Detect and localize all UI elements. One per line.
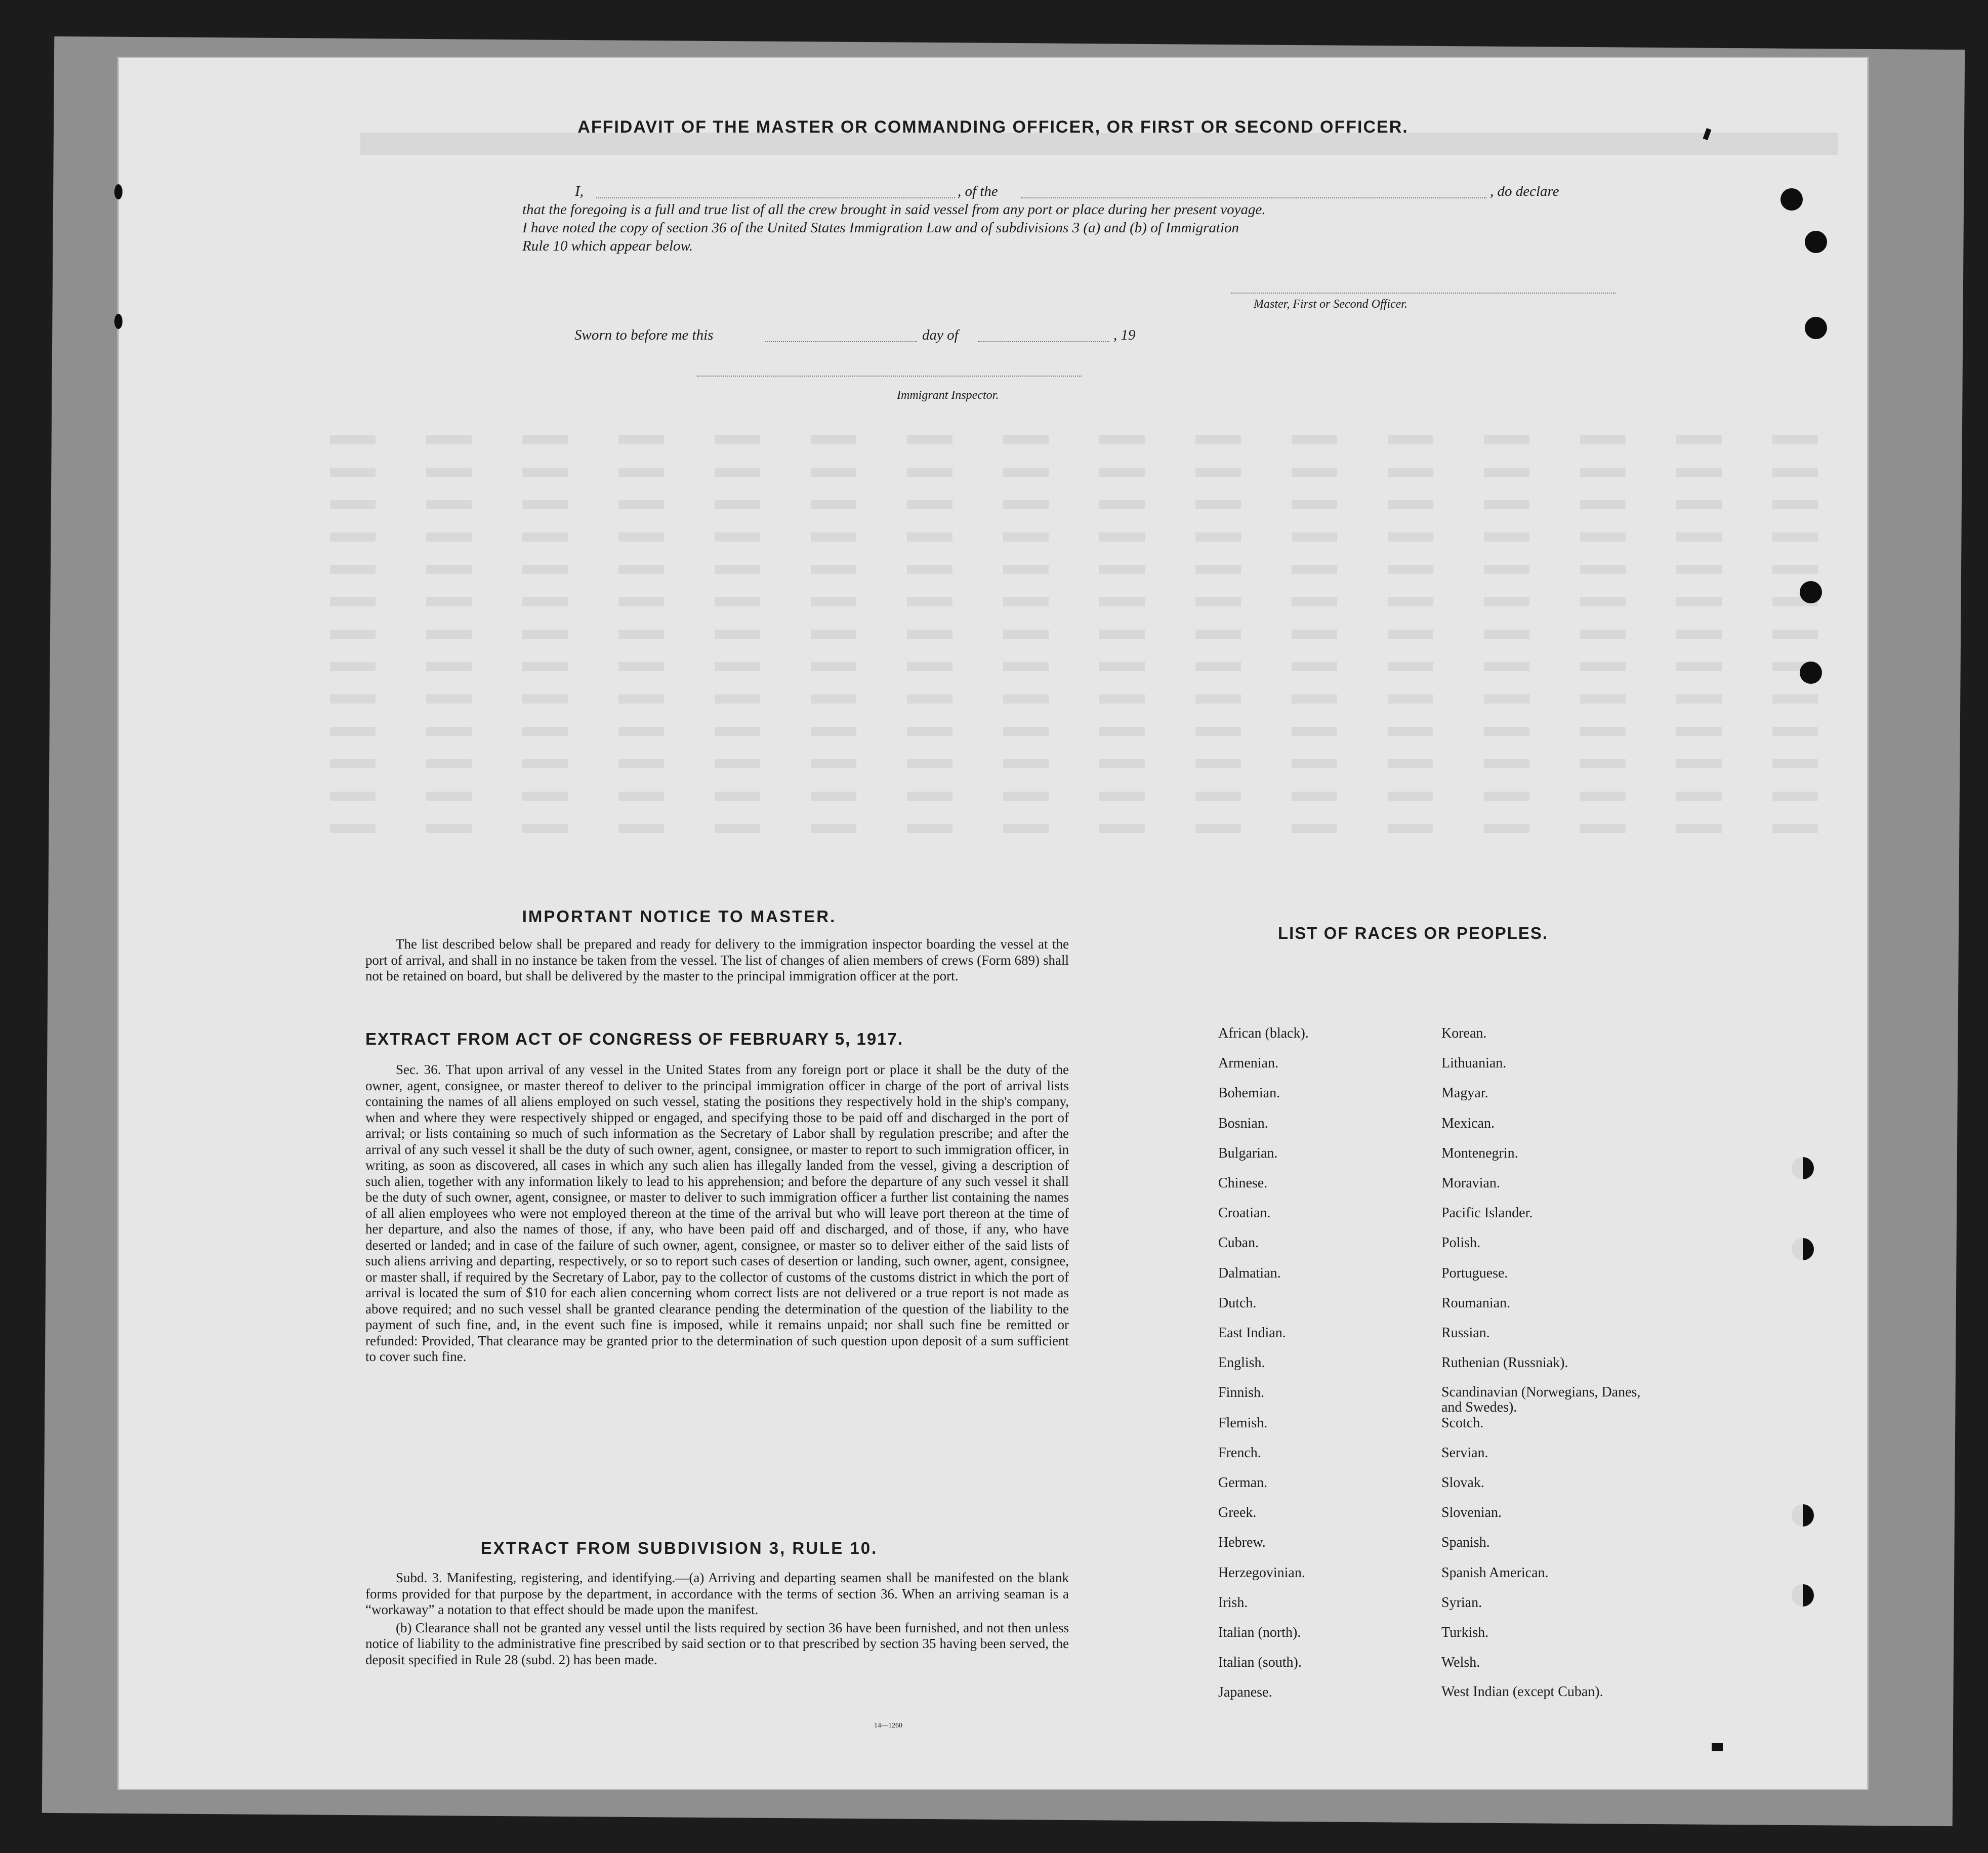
notice-paragraph: The list described below shall be prepared and ready for delivery to the immigration inspector boarding the vessel at the port of arrival, and shall in no instance be taken from the vessel. The list of changes of alien members of crews (Form 689) shall not be retained on board, but shall be delivered by the master to the principal immigration officer at the port. (365, 936, 1069, 983)
race-item: Polish. (1441, 1235, 1481, 1251)
affidavit-vessel-label: , of the (958, 183, 998, 199)
punch-hole (1792, 1584, 1814, 1607)
rule-extract-title: EXTRACT FROM SUBDIVISION 3, RULE 10. (480, 1539, 878, 1557)
race-item: Italian (north). (1218, 1625, 1301, 1640)
section-36-paragraph: Sec. 36. That upon arrival of any vessel in the United States from any foreign port or place it shall be the duty of the owner, agent, consignee, or master thereof to deliver to the principal immigration officer in charge of the port of arrival lists containing the names of all aliens employed on such vessel, stating the positions they respectively hold in the ship's company, when and where they were respectively shipped or engaged, and specifying those to be paid off and discharged in the port of arrival; or lists containing so much of such information as the Secretary of Labor shall by regulation prescribe; and after the arrival of any such vessel it shall be the duty of such owner, agent, consignee, or master to report to such immigration officer, in writing, as soon as discovered, all cases in which any such alien has illegally landed from the vessel, giving a description of such alien, together with any information likely to lead to his apprehension; and before the departure of any such vessel it shall be the duty of such owner, agent, consignee, or master to deliver to such immigration officer a further list containing the names of all alien employees who were not employed thereon at the time of the arrival but who will leave port thereon at the time of her departure, and also the names of those, if any, who have been paid off and discharged, and of those, if any, who have deserted or landed; and in case of the failure of such owner, agent, consignee, or master so to deliver either of the said lists of such aliens arriving and departing, respectively, or so to report such cases of desertion or landing, such owner, agent, consignee, or master shall, if required by the Secretary of Labor, pay to the collector of customs of the customs district in which the port of arrival is located the sum of $10 for each alien concerning whom correct lists are not delivered or a true report is not made as above required; and no such vessel shall be granted clearance pending the determination of the question of the liability to the payment of such fine, and, in the event such fine is imposed, while it remains unpaid; nor shall such fine be remitted or refunded: Provided, That clearance may be granted prior to the determination of such question upon deposit of a sum sufficient to cover such fine. (365, 1062, 1069, 1364)
race-item: Montenegrin. (1441, 1145, 1518, 1161)
race-item: Herzegovinian. (1218, 1564, 1305, 1581)
rule-paragraph-b: (b) Clearance shall not be granted any vessel until the lists required by section 36 have been furnished, and not then unless notice of liability to the administrative fine prescribed by said section or to that prescribed by section 35 having been served, the deposit specified in Rule 28 (subd. 2) has been made. (365, 1620, 1069, 1667)
race-item: French. (1218, 1445, 1261, 1461)
race-item: Spanish American. (1441, 1564, 1549, 1581)
race-item: Greek. (1218, 1505, 1257, 1521)
inspector-signature-line (697, 376, 1082, 377)
race-item: Croatian. (1218, 1205, 1271, 1221)
punch-hole (1800, 662, 1822, 684)
race-item: Slovenian. (1441, 1505, 1502, 1521)
affidavit-line-3: I have noted the copy of section 36 of the United States Immigration Law and of subdivisions 3 (a) and (b) of Immigration (522, 220, 1239, 236)
race-item: Russian. (1441, 1325, 1490, 1341)
rule-extract-block (365, 1570, 1069, 1670)
inspector-signature-label: Immigrant Inspector. (897, 389, 999, 402)
sworn-year-label: , 19 (1113, 327, 1136, 343)
ink-mark (1712, 1743, 1723, 1751)
race-item: Finnish. (1218, 1385, 1265, 1401)
race-item: Portuguese. (1441, 1265, 1508, 1281)
form-number: 14—1260 (874, 1722, 902, 1730)
race-item: English. (1218, 1355, 1265, 1371)
race-item: Servian. (1441, 1445, 1488, 1461)
sworn-label: Sworn to before me this (574, 327, 714, 343)
race-item: Roumanian. (1441, 1295, 1511, 1311)
races-title: LIST OF RACES OR PEOPLES. (1278, 924, 1549, 942)
race-item: Armenian. (1218, 1055, 1278, 1072)
race-item: Magyar. (1441, 1085, 1488, 1101)
race-item: Dutch. (1218, 1295, 1257, 1311)
race-item: Japanese. (1218, 1684, 1272, 1701)
race-item: Bosnian. (1218, 1115, 1268, 1131)
race-item: Ruthenian (Russniak). (1441, 1355, 1568, 1371)
punch-hole (1805, 317, 1827, 339)
affidavit-name-label: I, (575, 183, 584, 199)
punch-hole (114, 184, 122, 199)
manifest-page (117, 57, 1869, 1790)
sworn-day-line (765, 341, 917, 342)
race-item: Korean. (1441, 1025, 1487, 1041)
notice-title: IMPORTANT NOTICE TO MASTER. (522, 907, 837, 926)
punch-hole (1780, 188, 1803, 211)
race-item: Flemish. (1218, 1415, 1268, 1431)
race-item: Syrian. (1441, 1594, 1482, 1611)
punch-hole (114, 314, 122, 329)
race-item: Slovak. (1441, 1475, 1484, 1491)
affidavit-title: AFFIDAVIT OF THE MASTER OR COMMANDING OFFICER, OR FIRST OR SECOND OFFICER. (577, 117, 1409, 137)
punch-hole (1792, 1157, 1814, 1179)
race-item: Moravian. (1441, 1175, 1500, 1191)
race-item: Hebrew. (1218, 1535, 1266, 1551)
master-signature-label: Master, First or Second Officer. (1254, 298, 1407, 311)
affidavit-line-2: that the foregoing is a full and true list of all the crew brought in said vessel from any port or place during her present voyage. (522, 201, 1266, 218)
race-item: Chinese. (1218, 1175, 1268, 1191)
race-item: Lithuanian. (1441, 1055, 1507, 1072)
race-item: East Indian. (1218, 1325, 1286, 1341)
punch-hole (1800, 581, 1822, 603)
race-item: Cuban. (1218, 1235, 1259, 1251)
affidavit-line-4: Rule 10 which appear below. (522, 238, 693, 254)
master-signature-line (1231, 293, 1616, 294)
master-name-line (596, 197, 955, 198)
race-item: Bulgarian. (1218, 1145, 1278, 1161)
act-extract-title: EXTRACT FROM ACT OF CONGRESS OF FEBRUARY 5, 1917. (365, 1030, 904, 1048)
notice-text-block (365, 936, 1069, 986)
race-item: Turkish. (1441, 1625, 1489, 1640)
punch-hole (1792, 1238, 1814, 1260)
sworn-month-line (978, 341, 1109, 342)
race-item: Welsh. (1441, 1655, 1480, 1671)
punch-hole (1805, 231, 1827, 253)
punch-hole (1792, 1504, 1814, 1527)
race-item: German. (1218, 1475, 1268, 1491)
rule-paragraph-a: Subd. 3. Manifesting, registering, and identifying.—(a) Arriving and departing seamen shall be manifested on the blank forms provided for that purpose by the department, in accordance with the terms of section 36. When an arriving seaman is a “workaway” a notation to that effect should be made upon the manifest. (365, 1570, 1069, 1617)
vessel-name-line (1021, 197, 1486, 198)
race-item: Scandinavian (Norwegians, Danes, and Swedes). (1441, 1384, 1641, 1416)
race-item: Spanish. (1441, 1535, 1490, 1551)
affidavit-declare-label: , do declare (1490, 183, 1559, 199)
race-item: Irish. (1218, 1594, 1248, 1611)
race-item: Pacific Islander. (1441, 1205, 1533, 1221)
sworn-day-of-label: day of (922, 327, 959, 343)
race-item: West Indian (except Cuban). (1441, 1684, 1603, 1700)
race-item: Italian (south). (1218, 1655, 1302, 1671)
race-item: African (black). (1218, 1025, 1309, 1041)
race-item: Bohemian. (1218, 1085, 1280, 1101)
race-item: Dalmatian. (1218, 1265, 1281, 1281)
act-extract-block (365, 1062, 1069, 1367)
race-item: Mexican. (1441, 1115, 1495, 1131)
race-item: Scotch. (1441, 1415, 1484, 1431)
